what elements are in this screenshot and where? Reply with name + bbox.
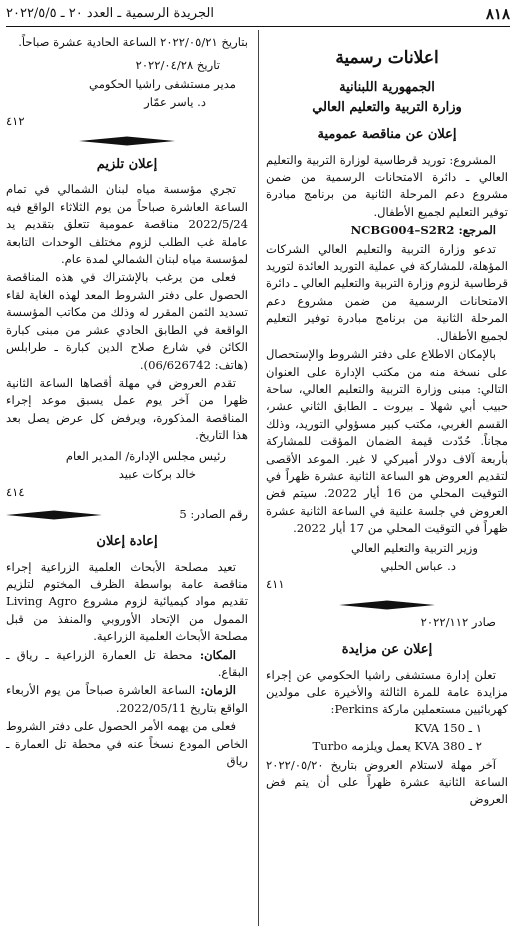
- time-line: [6, 682, 248, 717]
- tender-title: إعلان عن مناقصة عمومية: [317, 127, 457, 143]
- re-notice-paragraph: تعيد مصلحة الأبحاث العلمية الزراعية إجراء مناقصة عامة بواسطة الظرف المختوم لتلزيم تقديم مواد كيميائية لزوم مشروع Living Agro الممول من الإتحاد الأوروبي والمنفذ من قبل مصلحة الأبحاث العلمية الزراعية.: [6, 559, 248, 644]
- issue-number: رقم الصادر: 5: [179, 506, 248, 521]
- list-item: ١ ـ 150 KVA: [414, 720, 482, 735]
- board-name: خالد بركات عبيد: [118, 466, 196, 481]
- page-number: ٨١٨: [485, 5, 510, 23]
- commitment-paragraph: فعلى من يرغب بالإشتراك في هذه المناقصة الحصول على دفتر الشروط المعد لهذه الغاية لقاء تسديد الثمن المقرر له وذلك من مكاتب المؤسسة الواقعة في الطابق الحادي عشر من مبنى كبارة الكائن في شارع صلاح الدين كبارة ـ طرابلس (هاتف: 06/626742).: [6, 270, 248, 372]
- place-label: المكان:: [199, 647, 236, 662]
- auction-closing-paragraph: آخر مهلة لاستلام العروض بتاريخ ٢٠٢٢/٠٥/٢٠ الساعة الثانية عشرة ظهراً على أن يتم فض العروض: [266, 757, 508, 807]
- re-notice-title: إعادة إعلان: [96, 534, 158, 550]
- auction-title: إعلان عن مزايدة: [341, 642, 433, 658]
- divider-ornament-icon: [339, 600, 435, 610]
- time-value: الساعة العاشرة صباحاً من يوم الأربعاء الواقع بتاريخ 2022/05/11.: [6, 683, 248, 715]
- auction-paragraph: تعلن إدارة مستشفى راشيا الحكومي عن إجراء مزايدة عامة للمرة الثالثة والأخيرة على مولدين كهربائيين مستعملين ماركة Perkins:: [266, 667, 508, 717]
- notice-number: ٤١١: [266, 577, 285, 592]
- reference-code: NCBG004–S2R2: [350, 223, 455, 238]
- right-column: [266, 34, 508, 810]
- list-item: ٢ ـ 380 KVA يعمل ويلزمه Turbo: [312, 739, 482, 754]
- place-value: محطة تل العمارة الزراعية ـ رياق ـ البقاع.: [6, 647, 248, 679]
- section-divider: [266, 600, 508, 610]
- republic-heading: الجمهورية اللبنانية: [339, 80, 435, 96]
- re-notice-closing-paragraph: فعلى من يهمه الأمر الحصول على دفتر الشروط الخاص المودع نسخاً عنه في محطة تل العمارة ـ رياق: [6, 719, 248, 769]
- minister-name: د. عباس الحلبي: [380, 558, 456, 573]
- journal-title: الجريدة الرسمية ـ العدد ٢٠ ـ ٢٠٢٢/٥/٥: [6, 6, 214, 21]
- notice-number: ٤١٤: [6, 485, 25, 500]
- reference-label: المرجع:: [458, 223, 496, 238]
- left-column: [6, 34, 248, 771]
- tender-details-paragraph: بالإمكان الاطلاع على دفتر الشروط والإستحصال على نسخة منه من مكتب الإدارة على العنوان التالي: مبنى وزارة التربية والتعليم العالي، ساحة حبيب أبي شهلا ـ بيروت ـ الطابق الثاني عشر، القسم الغربي، مكتب كبير مسؤولي التوريد، وذلك مجاناً. حُدّدت قيمة الضمان المؤقت للمشاركة بأربعة آلاف دولار أميركي لا غير. الموعد الأقصى لتقديم العروض هو الساعة الثانية عشرة ظهراً في التوقيت المحلي من 16 أيار 2022. سيتم فض العروض في جلسة علنية في الساعة الثانية عشرة ظهراً في التوقيت المحلي من 17 أيار 2022.: [266, 347, 509, 536]
- divider-row: [6, 506, 248, 523]
- tender-body-paragraph: تدعو وزارة التربية والتعليم العالي الشركات المؤهلة، للمشاركة في عملية التوريد العائدة لتوريد قرطاسية لزوم وزارة التربية والتعليم العالي ـ دائرة الامتحانات الرسمية من ضمن مشروع دعم المرحلة الثانية من برنامج مبادرة توفير التعليم لجميع الأطفال.: [266, 241, 508, 343]
- divider-ornament-icon: [6, 510, 102, 520]
- board-title: رئيس مجلس الإدارة/ المدير العام: [65, 448, 226, 463]
- commitment-paragraph: تجري مؤسسة مياه لبنان الشمالي في تمام الساعة العاشرة صباحاً من يوم الثلاثاء الواقع فيه 2022/5/24 مناقصة عمومية تتعلق بتقديم يد عاملة غب الطلب لزوم مختلف الوحدات التابعة لمؤسسة مياه لبنان الشمالي لمدة عام.: [6, 182, 248, 267]
- place-line: [6, 647, 248, 682]
- commitment-paragraph: تقدم العروض في مهلة أقصاها الساعة الثانية ظهرا من آخر يوم عمل يسبق موعد إجراء المناقصة المذكورة، ويرفض كل عرض يصل بعد هذا التاريخ.: [6, 375, 248, 443]
- time-label: الزمان:: [200, 683, 236, 698]
- commitment-title: إعلان تلزيم: [96, 157, 158, 173]
- page-header: [6, 4, 510, 27]
- reference-line: [266, 222, 508, 239]
- section-main-title: اعلانات رسمية: [335, 48, 439, 68]
- continuation-paragraph: بتاريخ ٢٠٢٢/٠٥/٢١ الساعة الحادية عشرة صباحاً.: [18, 35, 248, 49]
- director-name: د. ياسر عمّار: [144, 95, 206, 110]
- section-divider: [6, 136, 248, 146]
- ministry-heading: وزارة التربية والتعليم العالي: [312, 99, 462, 115]
- director-title: مدير مستشفى راشيا الحكومي: [89, 76, 236, 91]
- divider-ornament-icon: [79, 136, 175, 146]
- minister-title: وزير التربية والتعليم العالي: [350, 540, 478, 555]
- date-line: تاريخ ٢٠٢٢/٠٤/٢٨: [135, 58, 220, 73]
- notice-number: ٤١٢: [6, 113, 25, 128]
- issued-number: صادر ٢٠٢٢/١١٢: [420, 614, 496, 629]
- column-divider: [258, 30, 259, 926]
- project-paragraph: المشروع: توريد قرطاسية لوزارة التربية والتعليم العالي ـ دائرة الامتحانات الرسمية من ضمن مشروع دعم المرحلة الثانية من برنامج مبادرة توفير التعليم لجميع الأطفال.: [266, 152, 508, 219]
